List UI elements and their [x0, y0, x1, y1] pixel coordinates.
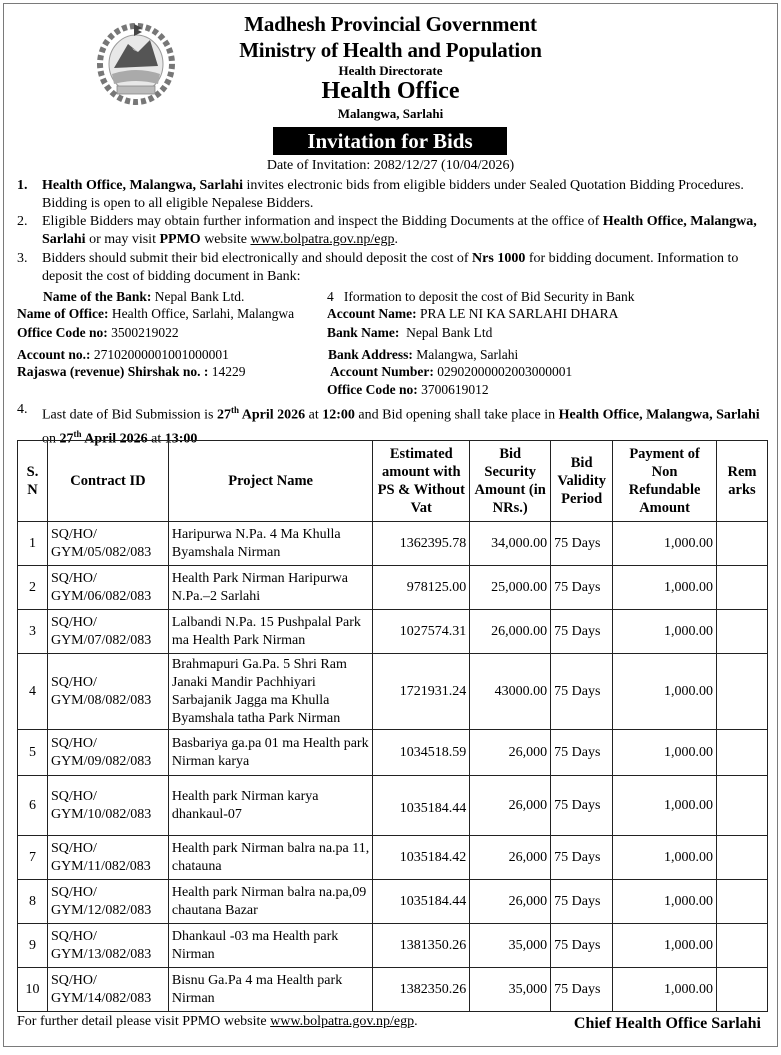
body-text: Bidders should submit their bid electronically and should deposit the cost of — [42, 251, 473, 266]
body-text: invites electronic bids from eligible bidders under Sealed Quotation Bidding Procedures. Bidding is open to all eligible Nepalese Bidders. — [42, 178, 744, 211]
table-row — [18, 924, 768, 968]
value: 14229 — [208, 364, 246, 379]
contract-id-line2: GYM/12/082/083 — [50, 902, 152, 918]
cell-estimated: 1382350.26 — [373, 968, 470, 1012]
cell-contract-id — [47, 880, 168, 924]
cell-security: 25,000.00 — [470, 566, 551, 610]
header-project-name: Project Name — [168, 441, 372, 522]
cell-sn: 7 — [18, 836, 48, 880]
paragraph-number: 3. — [17, 251, 28, 266]
cell-remarks — [717, 968, 768, 1012]
paragraph-number: 1. — [17, 178, 28, 193]
table-header-row — [18, 441, 768, 522]
office-code-row — [17, 325, 179, 341]
value: 3700619012 — [417, 382, 489, 397]
cell-estimated: 1027574.31 — [373, 610, 470, 654]
bold-text: April 2026 — [81, 431, 148, 447]
bold-text: Nrs 1000 — [472, 251, 526, 266]
footer-period: . — [414, 1014, 418, 1029]
office-name: Health Office — [321, 78, 460, 104]
cell-remarks — [717, 522, 768, 566]
body-text: at — [147, 431, 165, 447]
cell-contract-id — [47, 566, 168, 610]
bold-text: PPMO — [159, 232, 201, 247]
cell-sn: 4 — [18, 654, 48, 730]
contract-id-line2: GYM/10/082/083 — [50, 806, 152, 822]
cell-project-name: Brahmapuri Ga.Pa. 5 Shri Ram Janaki Mandir Pachhiyari Sarbajanik Jagga ma Khulla Byamshala tatha Park Nirman — [168, 654, 372, 730]
label: Bank Name: — [327, 325, 400, 340]
cell-project-name: Health Park Nirman Haripurwa N.Pa.–2 Sarlahi — [168, 566, 372, 610]
cell-payment: 1,000.00 — [613, 924, 717, 968]
cell-project-name: Basbariya ga.pa 01 ma Health park Nirman karya — [168, 730, 372, 776]
cell-project-name: Lalbandi N.Pa. 15 Pushpalal Park ma Health Park Nirman — [168, 610, 372, 654]
contract-id-line2: GYM/14/082/083 — [50, 990, 152, 1006]
cell-contract-id — [47, 610, 168, 654]
paragraph-2 — [17, 213, 767, 249]
contract-id-line2: GYM/05/082/083 — [50, 544, 152, 560]
contract-id-line1: SQ/HO/ — [50, 570, 97, 586]
bold-text: April 2026 — [239, 407, 306, 423]
paragraph-1 — [17, 177, 767, 213]
table-row — [18, 836, 768, 880]
value: Nepal Bank Ltd. — [151, 289, 245, 304]
cell-payment: 1,000.00 — [613, 566, 717, 610]
body-text: at — [305, 407, 323, 423]
account-no-row — [17, 347, 229, 363]
footer-text: For further detail please visit PPMO website — [17, 1014, 271, 1029]
cell-sn: 5 — [18, 730, 48, 776]
table-row — [18, 968, 768, 1012]
body-text: Eligible Bidders may obtain further information and inspect the Bidding Documents at the office of — [42, 214, 603, 229]
header-estimated-amount: Estimated amount with PS & Without Vat — [373, 441, 470, 522]
label: Rajaswa (revenue) Shirshak no. : — [17, 364, 209, 379]
cell-security: 35,000 — [470, 968, 551, 1012]
cell-estimated: 1381350.26 — [373, 924, 470, 968]
table-row — [18, 776, 768, 836]
footer-note — [17, 1014, 418, 1030]
superscript: th — [73, 428, 82, 439]
cell-security: 26,000 — [470, 880, 551, 924]
table-row — [18, 730, 768, 776]
contract-id-line2: GYM/09/082/083 — [50, 753, 152, 769]
contract-id-line1: SQ/HO/ — [50, 972, 97, 988]
bold-text: 12:00 — [322, 407, 355, 423]
cell-remarks — [717, 836, 768, 880]
cell-sn: 6 — [18, 776, 48, 836]
cell-validity: 75 Days — [551, 924, 613, 968]
cell-payment: 1,000.00 — [613, 522, 717, 566]
body-text: . — [394, 232, 398, 247]
value: Nepal Bank Ltd — [399, 325, 493, 340]
cell-estimated: 978125.00 — [373, 566, 470, 610]
cell-security: 26,000 — [470, 836, 551, 880]
value: 3500219022 — [107, 325, 179, 340]
label: Account Number: — [330, 364, 434, 379]
cell-security: 35,000 — [470, 924, 551, 968]
body-text: for bidding document. Information to deposit the cost of bidding document in Bank: — [42, 251, 739, 284]
body-text: or may visit — [85, 232, 160, 247]
label: Bank Address: — [328, 347, 413, 362]
cell-contract-id — [47, 654, 168, 730]
cell-project-name: Health park Nirman balra na.pa 11, chatauna — [168, 836, 372, 880]
cell-sn: 9 — [18, 924, 48, 968]
body-text: website — [200, 232, 251, 247]
header-contract-id: Contract ID — [47, 441, 168, 522]
cell-sn: 10 — [18, 968, 48, 1012]
contract-id-line1: SQ/HO/ — [50, 526, 97, 542]
bold-text: 27 — [59, 431, 74, 447]
cell-security: 43000.00 — [470, 654, 551, 730]
invitation-banner: Invitation for Bids — [273, 127, 507, 155]
header-sn: S. N — [18, 441, 48, 522]
cell-remarks — [717, 654, 768, 730]
cell-contract-id — [47, 522, 168, 566]
cell-sn: 1 — [18, 522, 48, 566]
cell-validity: 75 Days — [551, 968, 613, 1012]
contract-id-line1: SQ/HO/ — [50, 674, 97, 690]
cell-sn: 8 — [18, 880, 48, 924]
paragraph-number: 4. — [17, 402, 28, 417]
label: Account Name: — [327, 306, 417, 321]
cell-security: 34,000.00 — [470, 522, 551, 566]
cell-project-name: Haripurwa N.Pa. 4 Ma Khulla Byamshala Nirman — [168, 522, 372, 566]
cell-contract-id — [47, 730, 168, 776]
cell-project-name: Health park Nirman balra na.pa,09 chautana Bazar — [168, 880, 372, 924]
header-remarks: Rem arks — [717, 441, 768, 522]
directorate-name: Health Directorate — [338, 63, 443, 78]
cell-payment: 1,000.00 — [613, 776, 717, 836]
value: Health Office, Sarlahi, Malangwa — [108, 306, 295, 321]
cell-estimated: 1721931.24 — [373, 654, 470, 730]
contract-id-line1: SQ/HO/ — [50, 614, 97, 630]
bold-text: 27 — [217, 407, 231, 423]
cell-estimated: 1035184.44 — [373, 776, 470, 836]
date-of-invitation: Date of Invitation: 2082/12/27 (10/04/2026) — [266, 158, 515, 173]
cell-payment: 1,000.00 — [613, 730, 717, 776]
security-bank-name-row — [327, 325, 492, 341]
header-payment: Payment of Non Refundable Amount — [613, 441, 717, 522]
cell-estimated: 1035184.44 — [373, 880, 470, 924]
cell-validity: 75 Days — [551, 566, 613, 610]
contract-id-line2: GYM/07/082/083 — [50, 632, 152, 648]
cell-sn: 2 — [18, 566, 48, 610]
label: Name of Office: — [17, 306, 109, 321]
value: 27102000001001000001 — [90, 347, 229, 362]
cell-remarks — [717, 610, 768, 654]
account-name-row — [327, 306, 618, 322]
cell-remarks — [717, 924, 768, 968]
cell-validity: 75 Days — [551, 880, 613, 924]
value: PRA LE NI KA SARLAHI DHARA — [416, 306, 619, 321]
contract-id-line2: GYM/08/082/083 — [50, 692, 152, 708]
bold-text: Health Office, Malangwa, Sarlahi — [42, 178, 244, 193]
bold-text: 13:00 — [164, 431, 198, 447]
cell-payment: 1,000.00 — [613, 654, 717, 730]
bank-name-row — [43, 289, 244, 305]
contract-id-line1: SQ/HO/ — [50, 840, 97, 856]
footer-bolpatra-link[interactable]: www.bolpatra.gov.np/egp — [270, 1014, 415, 1029]
contract-id-line2: GYM/13/082/083 — [50, 946, 152, 962]
cell-remarks — [717, 880, 768, 924]
body-text: and Bid opening shall take place in — [354, 407, 559, 423]
office-name-row — [17, 306, 294, 322]
cell-remarks — [717, 566, 768, 610]
bolpatra-link[interactable]: www.bolpatra.gov.np/egp — [250, 232, 395, 247]
office-location: Malangwa, Sarlahi — [337, 106, 444, 121]
table-row — [18, 610, 768, 654]
table-row — [18, 522, 768, 566]
cell-estimated: 1362395.78 — [373, 522, 470, 566]
table-row — [18, 880, 768, 924]
ministry-name: Ministry of Health and Population — [239, 38, 542, 62]
paragraph-number: 2. — [17, 214, 28, 229]
label: Office Code no: — [327, 382, 418, 397]
header-bid-validity: Bid Validity Period — [551, 441, 613, 522]
bid-security-heading: 4 Iformation to deposit the cost of Bid Security in Bank — [327, 289, 635, 304]
cell-project-name: Health park Nirman karya dhankaul-07 — [168, 776, 372, 836]
cell-remarks — [717, 730, 768, 776]
value: Malangwa, Sarlahi — [412, 347, 519, 362]
cell-validity: 75 Days — [551, 836, 613, 880]
cell-estimated: 1034518.59 — [373, 730, 470, 776]
value: 02902000002003000001 — [433, 364, 573, 379]
label: Name of the Bank: — [43, 289, 152, 304]
contract-id-line2: GYM/06/082/083 — [50, 588, 152, 604]
cell-payment: 1,000.00 — [613, 880, 717, 924]
cell-contract-id — [47, 836, 168, 880]
security-office-code-row — [327, 382, 489, 398]
body-text: Last date of Bid Submission is — [42, 407, 217, 423]
cell-sn: 3 — [18, 610, 48, 654]
cell-contract-id — [47, 776, 168, 836]
cell-security: 26,000 — [470, 776, 551, 836]
contract-id-line1: SQ/HO/ — [50, 884, 97, 900]
cell-payment: 1,000.00 — [613, 836, 717, 880]
contract-id-line1: SQ/HO/ — [50, 735, 97, 751]
cell-validity: 75 Days — [551, 730, 613, 776]
contract-id-line1: SQ/HO/ — [50, 788, 97, 804]
label: Account no.: — [17, 347, 91, 362]
bank-address-row — [328, 347, 518, 363]
table-row — [18, 654, 768, 730]
cell-payment: 1,000.00 — [613, 968, 717, 1012]
label: Office Code no: — [17, 325, 108, 340]
cell-validity: 75 Days — [551, 610, 613, 654]
contract-id-line1: SQ/HO/ — [50, 928, 97, 944]
superscript: th — [231, 405, 240, 415]
rajaswa-row — [17, 364, 246, 380]
account-number-row — [330, 364, 572, 380]
cell-contract-id — [47, 924, 168, 968]
bold-text: Health Office, Malangwa, Sarlahi — [558, 407, 760, 423]
cell-validity: 75 Days — [551, 776, 613, 836]
government-name: Madhesh Provincial Government — [244, 12, 537, 36]
cell-project-name: Bisnu Ga.Pa 4 ma Health park Nirman — [168, 968, 372, 1012]
body-text: on — [42, 431, 60, 447]
cell-payment: 1,000.00 — [613, 610, 717, 654]
contract-id-line2: GYM/11/082/083 — [50, 858, 151, 874]
cell-validity: 75 Days — [551, 654, 613, 730]
cell-project-name: Dhankaul -03 ma Health park Nirman — [168, 924, 372, 968]
paragraph-3 — [17, 250, 767, 286]
cell-validity: 75 Days — [551, 522, 613, 566]
cell-security: 26,000.00 — [470, 610, 551, 654]
header-bid-security: Bid Security Amount (in NRs.) — [470, 441, 551, 522]
bold-text: Health Office, Malangwa, Sarlahi — [42, 214, 757, 247]
cell-remarks — [717, 776, 768, 836]
signature: Chief Health Office Sarlahi — [573, 1015, 761, 1032]
cell-security: 26,000 — [470, 730, 551, 776]
table-row — [18, 566, 768, 610]
bids-table — [17, 440, 768, 1012]
cell-estimated: 1035184.42 — [373, 836, 470, 880]
cell-contract-id — [47, 968, 168, 1012]
